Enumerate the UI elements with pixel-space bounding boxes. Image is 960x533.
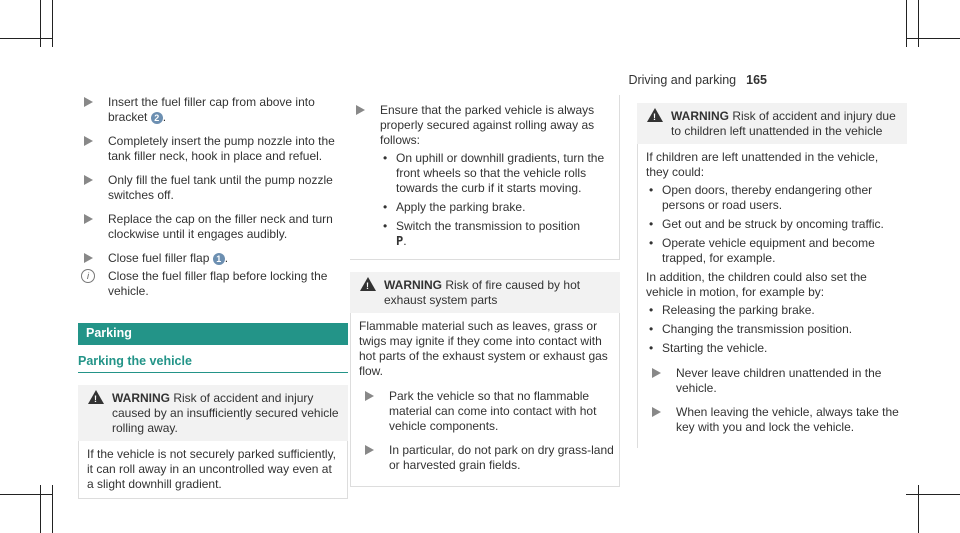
crop-mark <box>40 0 41 47</box>
step-item: Only fill the fuel tank until the pump nozzle switches off. <box>78 173 348 203</box>
step-item: Never leave children unattended in the vehicle. <box>646 366 903 396</box>
column-3 <box>637 103 907 448</box>
warning-body: If the vehicle is not securely parked sufficiently, it can roll away in an uncontrolled way even at a slight downhill gradient. <box>78 441 348 499</box>
crop-mark <box>906 494 960 495</box>
warning-triangle-icon <box>360 277 376 291</box>
crop-mark <box>906 0 907 47</box>
step-arrow-icon <box>84 175 93 185</box>
step-arrow-icon <box>84 136 93 146</box>
column-2 <box>350 95 620 487</box>
step-arrow-icon <box>365 391 374 401</box>
crop-mark <box>918 485 919 533</box>
crop-mark <box>906 38 960 39</box>
callout-number-icon: 1 <box>213 253 225 265</box>
crop-mark <box>40 485 41 533</box>
info-note: i Close the fuel filler flap before locking the vehicle. <box>78 269 348 299</box>
warning-triangle-icon <box>88 390 104 404</box>
step-item: Park the vehicle so that no flammable material can come into contact with hot vehicle components. <box>359 389 615 434</box>
gear-p-icon: P <box>396 234 404 248</box>
crop-mark <box>918 0 919 47</box>
list-item: • Starting the vehicle. <box>646 341 903 356</box>
crop-mark <box>52 485 53 533</box>
list-item: • On uphill or downhill gradients, turn the front wheels so that the vehicle rolls towards the curb if it starts moving. <box>380 151 615 196</box>
step-arrow-icon <box>84 97 93 107</box>
crop-mark <box>0 494 52 495</box>
section-heading: Parking <box>78 323 348 345</box>
step-item: When leaving the vehicle, always take the key with you and lock the vehicle. <box>646 405 903 435</box>
warning-triangle-icon <box>647 108 663 122</box>
callout-number-icon: 2 <box>151 112 163 124</box>
column-1 <box>78 95 348 499</box>
warning-header: ! WARNING Risk of fire caused by hot exhaust system parts <box>350 272 620 313</box>
step-item: Close fuel filler flap 1 . <box>78 251 348 266</box>
info-icon: i <box>81 269 95 283</box>
step-item: In particular, do not park on dry grass-land or harvested grain fields. <box>359 443 615 473</box>
warning-header: ! WARNING Risk of accident and injury caused by an insufficiently secured vehicle rolling away. <box>78 385 348 441</box>
step-arrow-icon <box>84 214 93 224</box>
step-item: Ensure that the parked vehicle is always properly secured against rolling away as follows: • On uphill or downhill gradients, turn the front wheels so that the vehicle rolls towards the curb if it starts moving. • Apply the parking brake. • Switch the transmission to position P. <box>350 103 615 249</box>
warning-box <box>78 385 348 441</box>
bullet-list <box>646 183 903 266</box>
warning-body: If children are left unattended in the vehicle, they could: • Open doors, thereby endangering other persons or road users. • Get out and be struck by oncoming traffic. • Operate vehicle equipment and become trapped, for example. In addition, the children could also set the vehicle in motion, for example by: • Releasing the parking brake. • Changing the transmission position. • Starting the vehicle. Never leave children unattended in the vehicle. When leaving the vehicle, always take the key with you and lock the vehicle. <box>637 144 907 448</box>
step-arrow-icon <box>84 253 93 263</box>
step-arrow-icon <box>356 105 365 115</box>
step-arrow-icon <box>652 368 661 378</box>
warning-box <box>637 103 907 144</box>
list-item: • Switch the transmission to position P. <box>380 219 615 249</box>
step-arrow-icon <box>652 407 661 417</box>
list-item: • Get out and be struck by oncoming traffic. <box>646 217 903 232</box>
step-frame <box>350 95 620 260</box>
crop-mark <box>0 38 52 39</box>
step-item: Insert the fuel filler cap from above into bracket 2 . <box>78 95 348 125</box>
warning-box <box>350 272 620 313</box>
list-item: • Apply the parking brake. <box>380 200 615 215</box>
list-item: • Operate vehicle equipment and become trapped, for example. <box>646 236 903 266</box>
chapter-title: Driving and parking <box>628 73 737 87</box>
page-number: 165 <box>746 73 767 87</box>
step-arrow-icon <box>365 445 374 455</box>
step-item: Completely insert the pump nozzle into the tank filler neck, hook in place and refuel. <box>78 134 348 164</box>
bullet-list <box>380 151 615 249</box>
warning-header: ! WARNING Risk of accident and injury due to children left unattended in the vehicle <box>637 103 907 144</box>
crop-mark <box>52 0 53 47</box>
bullet-list <box>646 303 903 356</box>
list-item: • Releasing the parking brake. <box>646 303 903 318</box>
warning-body: Flammable material such as leaves, grass or twigs may ignite if they come into contact with hot parts of the exhaust system or exhaust gas flow. Park the vehicle so that no flammable material can come into contact with hot vehicle components. In particular, do not park on dry grass-land or harvested grain fields. <box>350 313 620 487</box>
list-item: • Changing the transmission position. <box>646 322 903 337</box>
list-item: • Open doors, thereby endangering other persons or road users. <box>646 183 903 213</box>
page-header <box>628 73 767 87</box>
subsection-heading: Parking the vehicle <box>78 354 348 373</box>
step-item: Replace the cap on the filler neck and turn clockwise until it engages audibly. <box>78 212 348 242</box>
